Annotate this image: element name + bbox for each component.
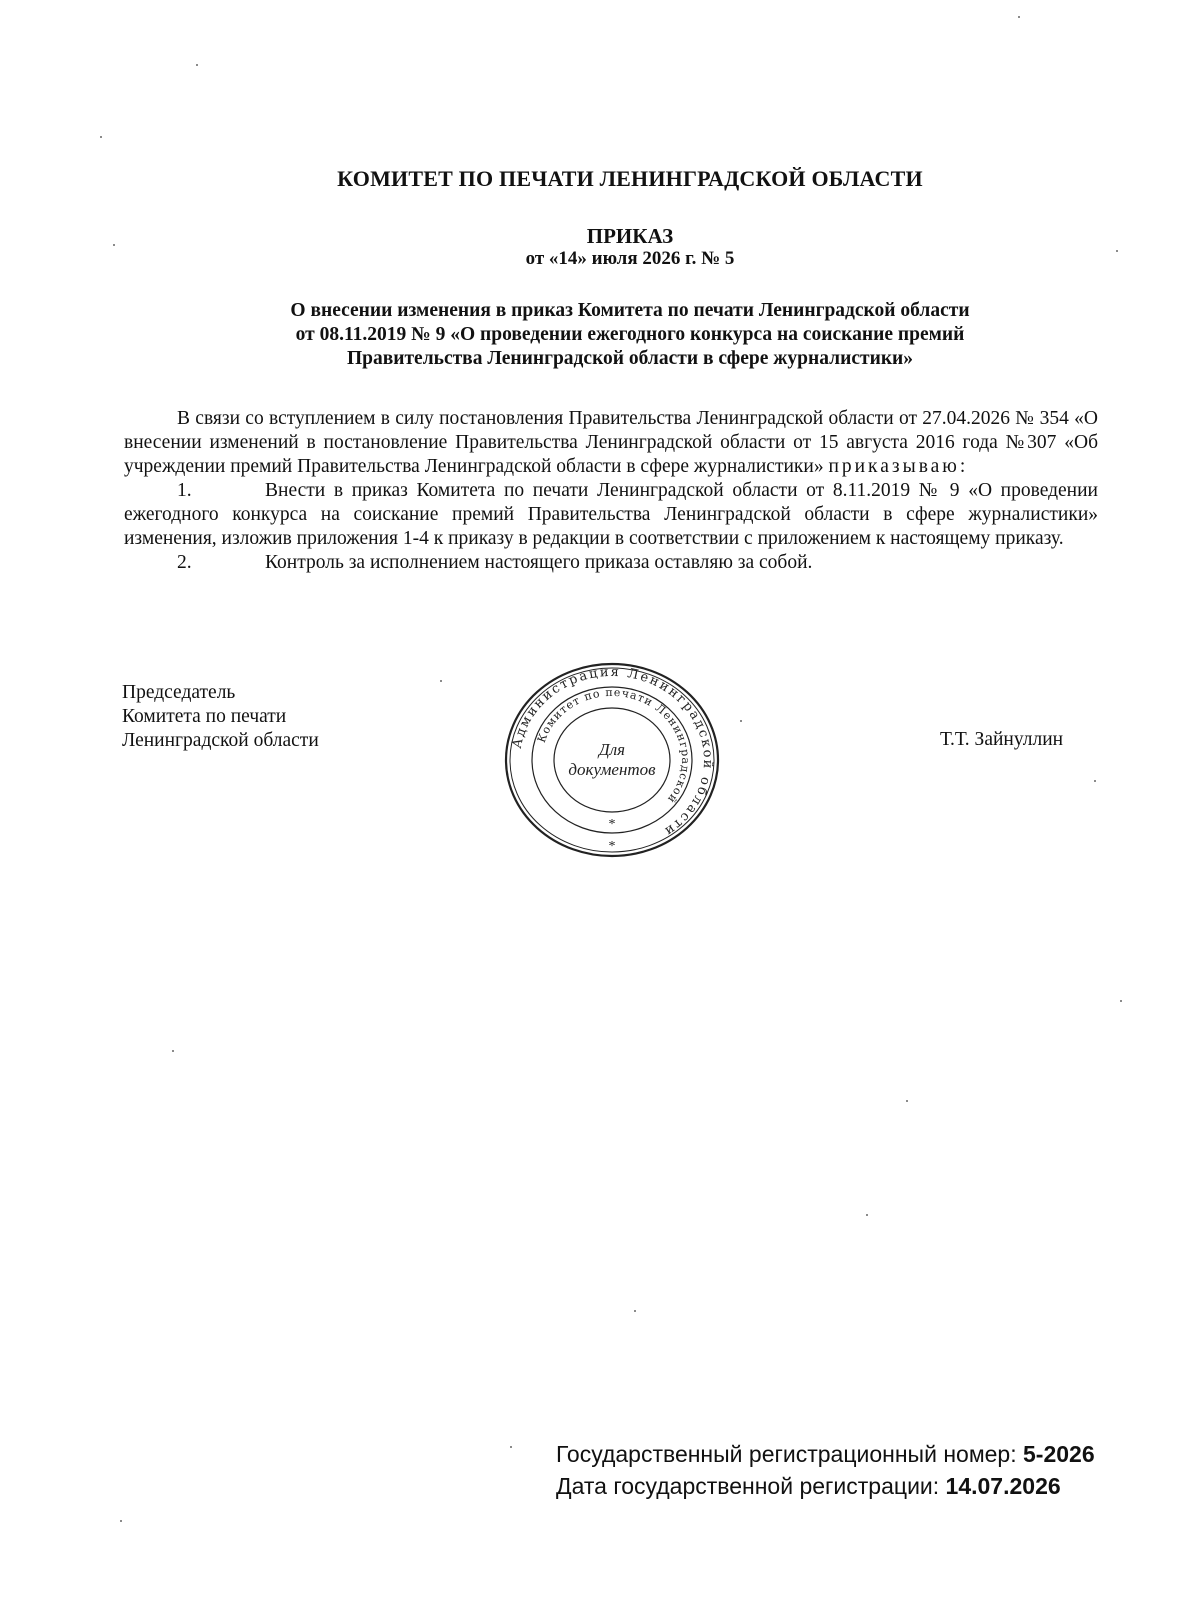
list-item-number: 1. <box>177 480 192 501</box>
signer-name: Т.Т. Зайнуллин <box>940 729 1064 750</box>
organization-title: КОМИТЕТ ПО ПЕЧАТИ ЛЕНИНГРАДСКОЙ ОБЛАСТИ <box>337 166 923 191</box>
signer-position-line: Комитета по печати <box>122 706 287 727</box>
registration-date-label: Дата государственной регистрации: <box>556 1473 940 1499</box>
list-item <box>124 551 1098 575</box>
list-item-text: Контроль за исполнением настоящего приказа оставляю за собой. <box>265 552 813 573</box>
document-body <box>124 407 1098 575</box>
registration-number-label: Государственный регистрационный номер: <box>556 1441 1017 1467</box>
document-type: ПРИКАЗ <box>586 224 674 248</box>
signer-position <box>122 681 319 753</box>
registration-number-line <box>556 1438 1095 1470</box>
scan-speck <box>866 1214 868 1216</box>
subject-line: О внесении изменения в приказ Комитета по печати Ленинградской области <box>290 300 970 321</box>
signer-position-line: Ленинградской области <box>122 730 319 751</box>
list-item-number: 2. <box>177 552 192 573</box>
document-subject <box>190 299 1070 371</box>
subject-line: Правительства Ленинградской области в сфере журналистики» <box>346 348 914 369</box>
scan-speck <box>120 1520 122 1522</box>
scan-speck <box>906 1100 908 1102</box>
stamp-center-line: Для <box>598 740 626 759</box>
stamp-center-line: документов <box>568 760 656 779</box>
scan-speck <box>172 1050 174 1052</box>
official-stamp <box>500 660 724 860</box>
scan-speck <box>100 136 102 138</box>
registration-block <box>556 1438 1095 1502</box>
scan-speck <box>510 1446 512 1448</box>
scan-speck <box>1094 780 1096 782</box>
document-date-number: от «14» июля 2026 г. № 5 <box>525 248 735 269</box>
list-item-text: Внести в приказ Комитета по печати Ленинградской области от 8.11.2019 № 9 «О проведении ежегодного конкурса на соискание премий Правительства Ленинградской области в сфере журналистики» изменения, изложив приложения 1-4 к приказу в редакции в соответствии с приложением к настоящему приказу. <box>124 480 1098 549</box>
signer-position-line: Председатель <box>122 682 236 703</box>
preamble-paragraph <box>124 407 1098 479</box>
subject-line: от 08.11.2019 № 9 «О проведении ежегодного конкурса на соискание премий <box>295 324 965 345</box>
list-item <box>124 479 1098 551</box>
preamble-text: В связи со вступлением в силу постановления Правительства Ленинградской области от 27.04.2026 № 354 «О внесении изменений в постановление Правительства Ленинградской области от 15 августа 2016 года №307 «Об учреждении премий Правительства Ленинградской области в сфере журналистики» <box>124 408 1098 477</box>
scan-speck <box>740 720 742 722</box>
scan-speck <box>634 1310 636 1312</box>
stamp-star-icon: * <box>608 817 616 832</box>
stamp-outer-text: Администрация Ленинградской области <box>509 664 716 840</box>
scan-speck <box>1116 250 1118 252</box>
registration-date-line <box>556 1470 1095 1502</box>
order-word: приказываю: <box>828 456 969 477</box>
registration-number-value: 5-2026 <box>1023 1441 1095 1467</box>
scan-speck <box>113 244 115 246</box>
stamp-inner-text: Комитет по печати Ленинградской <box>534 685 693 807</box>
stamp-star-icon: * <box>608 839 616 854</box>
scan-speck <box>440 680 442 682</box>
scan-speck <box>196 64 198 66</box>
scan-speck <box>1120 1000 1122 1002</box>
scan-speck <box>1018 16 1020 18</box>
registration-date-value: 14.07.2026 <box>945 1473 1061 1499</box>
